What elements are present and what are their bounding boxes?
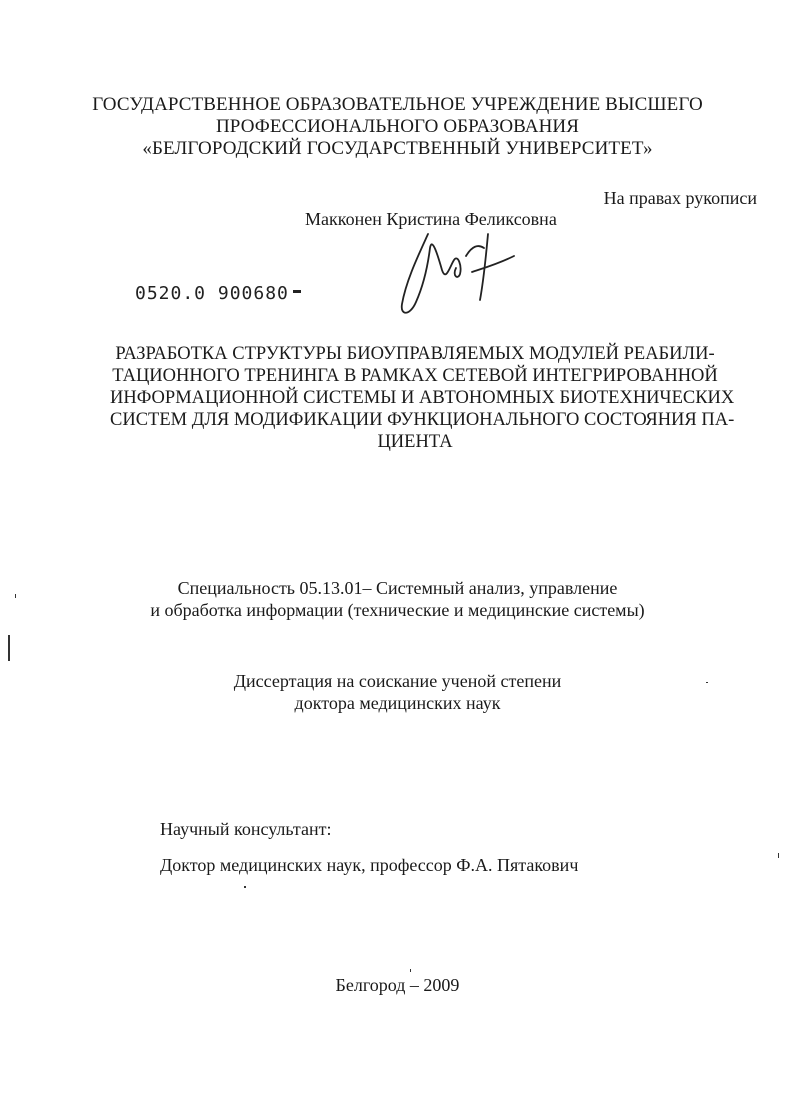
specialty-block	[0, 577, 795, 621]
institution-line-1: ГОСУДАРСТВЕННОЕ ОБРАЗОВАТЕЛЬНОЕ УЧРЕЖДЕНИЕ ВЫСШЕГО	[92, 94, 703, 115]
degree-line-2: доктора медицинских наук	[294, 693, 501, 713]
dissertation-title	[110, 343, 735, 453]
institution-line-2: ПРОФЕССИОНАЛЬНОГО ОБРАЗОВАНИЯ	[215, 116, 579, 137]
manuscript-note: На правах рукописи	[603, 188, 757, 208]
scan-speck	[410, 969, 411, 972]
scan-speck	[706, 682, 708, 683]
title-line-1: РАЗРАБОТКА СТРУКТУРЫ БИОУПРАВЛЯЕМЫХ МОДУЛЕЙ РЕАБИЛИ-	[115, 344, 715, 364]
consultant-name: Доктор медицинских наук, профессор Ф.А. Пятакович	[160, 855, 579, 875]
title-line-2: ТАЦИОННОГО ТРЕНИНГА В РАМКАХ СЕТЕВОЙ ИНТЕГРИРОВАННОЙ	[112, 366, 718, 386]
specialty-line-2: и обработка информации (технические и медицинские системы)	[150, 600, 645, 620]
scan-speck	[15, 594, 16, 598]
specialty-line-1: Специальность 05.13.01– Системный анализ, управление	[177, 578, 618, 598]
city-year: Белгород – 2009	[335, 975, 460, 995]
title-line-5: ЦИЕНТА	[377, 432, 453, 452]
institution-header	[0, 94, 795, 160]
consultant-label: Научный консультант:	[160, 819, 332, 839]
author-name: Макконен Кристина Феликсовна	[305, 209, 557, 229]
signature-icon	[388, 226, 518, 322]
title-line-3: ИНФОРМАЦИОННОЙ СИСТЕМЫ И АВТОНОМНЫХ БИОТЕХНИЧЕСКИХ	[110, 388, 735, 408]
institution-line-3: «БЕЛГОРОДСКИЙ ГОСУДАРСТВЕННЫЙ УНИВЕРСИТЕТ»	[142, 138, 653, 159]
scan-margin-mark	[8, 635, 10, 661]
code-dash-mark	[293, 290, 301, 293]
degree-line-1: Диссертация на соискание ученой степени	[233, 671, 562, 691]
scan-speck	[778, 853, 779, 858]
title-line-4: СИСТЕМ ДЛЯ МОДИФИКАЦИИ ФУНКЦИОНАЛЬНОГО СОСТОЯНИЯ ПА-	[110, 410, 735, 430]
catalog-code-text: 0520.0 900680	[135, 283, 289, 304]
degree-block	[0, 670, 795, 714]
scan-speck	[244, 886, 246, 888]
catalog-code	[135, 283, 301, 304]
